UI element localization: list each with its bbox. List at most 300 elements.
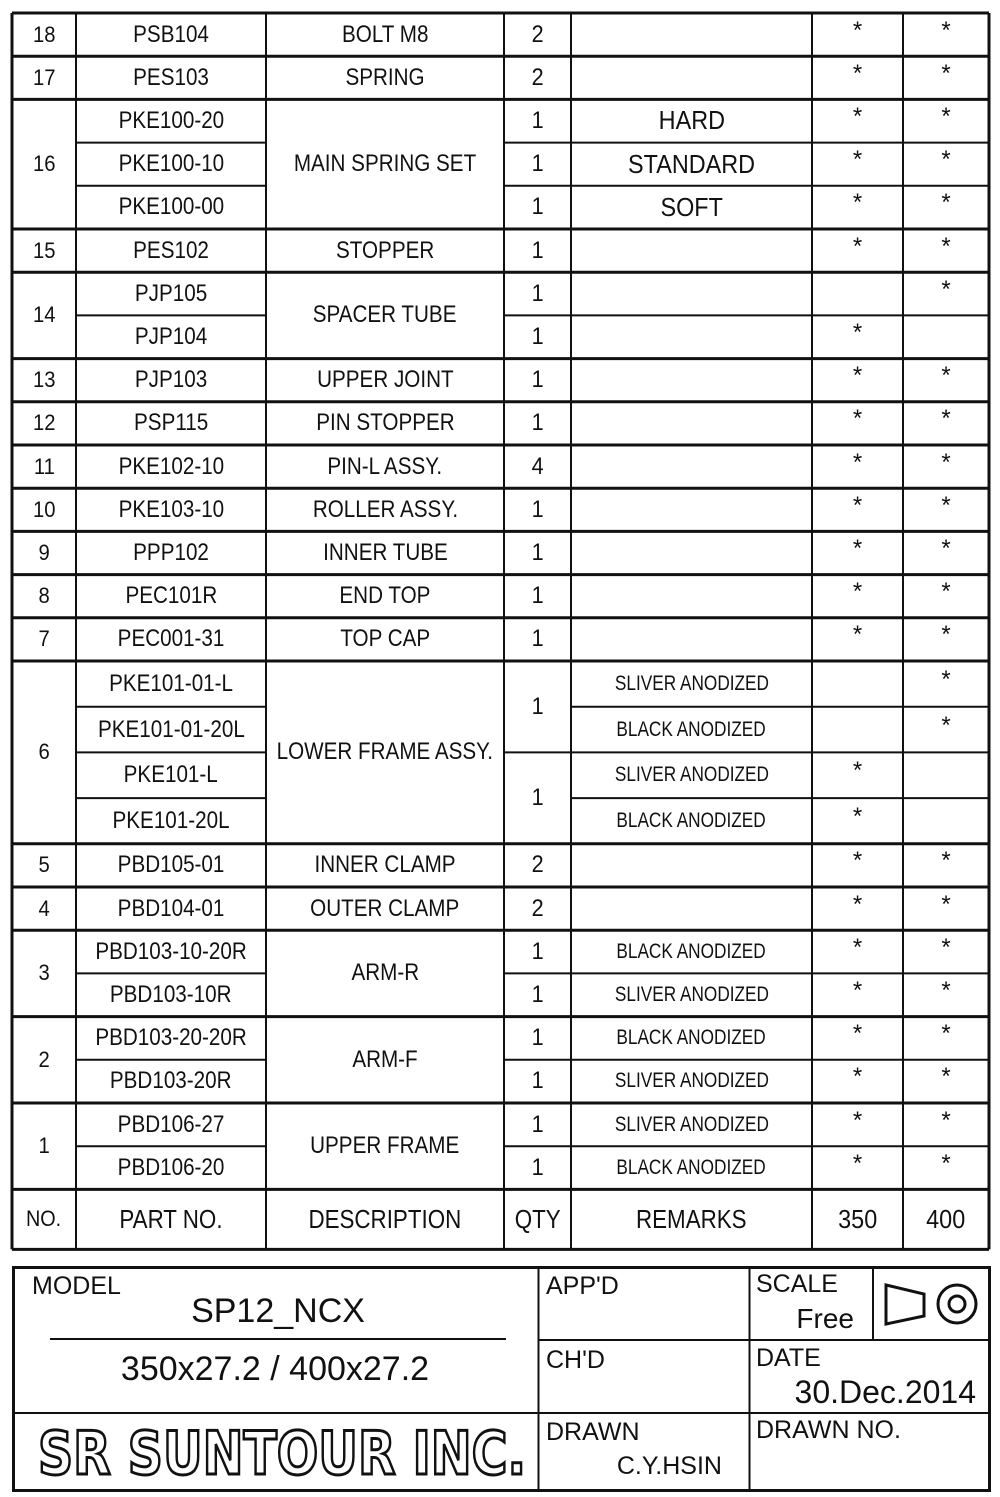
item-description <box>266 930 504 1016</box>
part-number-text: PBD106-27 <box>117 1110 225 1138</box>
remarks-value <box>571 887 812 930</box>
qty-value <box>504 752 571 843</box>
qty-value <box>504 359 571 402</box>
part-number-text: PBD103-10-20R <box>95 937 247 965</box>
qty-value-text: 1 <box>531 193 544 221</box>
part-number <box>76 973 266 1016</box>
size-350-mark-text: * <box>852 448 863 476</box>
item-number-text: 10 <box>32 496 56 522</box>
qty-value <box>504 445 571 488</box>
size-350-mark-text: * <box>852 890 863 918</box>
size-350-mark-text: * <box>852 757 863 785</box>
qty-value <box>504 402 571 445</box>
model-label: MODEL <box>32 1272 121 1300</box>
size-400-mark-text: * <box>941 578 951 606</box>
remarks-value <box>571 531 812 574</box>
size-400-mark-text: * <box>941 275 951 303</box>
item-description <box>266 445 504 488</box>
header-no <box>12 1189 76 1249</box>
size-400-mark <box>903 139 989 182</box>
size-350-mark <box>812 1142 903 1185</box>
remarks-value-text: SLIVER ANODIZED <box>614 671 769 695</box>
size-350-mark <box>812 355 903 398</box>
part-number <box>76 887 266 930</box>
size-350-mark-text: * <box>852 1020 863 1048</box>
part-number <box>76 315 266 358</box>
remarks-value <box>571 752 812 798</box>
qty-value <box>504 143 571 186</box>
qty-value-text: 1 <box>531 1110 544 1138</box>
item-number <box>12 272 76 358</box>
size-350-mark-text: * <box>852 362 863 390</box>
remarks-value <box>571 13 812 56</box>
qty-value-text: 1 <box>531 366 544 394</box>
remarks-value <box>571 1017 812 1060</box>
remarks-value <box>571 707 812 753</box>
remarks-value <box>571 798 812 844</box>
qty-value-text: 1 <box>531 582 544 610</box>
item-number <box>12 844 76 887</box>
header-part-no-text: PART NO. <box>119 1203 223 1234</box>
header-part-no <box>76 1189 266 1249</box>
item-description-text: ARM-R <box>351 959 419 987</box>
size-350-mark-text: * <box>852 1106 863 1134</box>
size-350-mark <box>812 182 903 225</box>
item-description <box>266 13 504 56</box>
size-400-mark-text: * <box>941 1063 951 1091</box>
scale-label: SCALE <box>756 1270 838 1298</box>
header-size-400-text: 400 <box>926 1203 966 1234</box>
size-400-mark-text: * <box>941 665 951 693</box>
model-name: SP12_NCX <box>191 1292 365 1330</box>
size-350-mark-text: * <box>852 534 863 562</box>
size-350-mark <box>812 794 903 840</box>
remarks-value <box>571 229 812 272</box>
qty-value-text: 2 <box>531 63 544 91</box>
size-350-mark <box>812 268 903 311</box>
item-number <box>12 13 76 56</box>
part-number <box>76 272 266 315</box>
size-400-mark-text: * <box>941 534 951 562</box>
part-number <box>76 752 266 798</box>
header-size-400 <box>903 1189 989 1249</box>
part-number <box>76 707 266 753</box>
item-number <box>12 618 76 661</box>
scale-value: Free <box>796 1303 854 1334</box>
item-number-text: 5 <box>38 852 50 878</box>
item-description-text: INNER CLAMP <box>314 851 456 879</box>
qty-value <box>504 229 571 272</box>
header-description <box>266 1189 504 1249</box>
size-350-mark <box>812 139 903 182</box>
item-description-text: LOWER FRAME ASSY. <box>276 738 494 766</box>
size-350-mark <box>812 398 903 441</box>
part-number <box>76 143 266 186</box>
size-400-mark-text: * <box>941 102 951 130</box>
size-350-mark-text: * <box>852 232 863 260</box>
remarks-value <box>571 1060 812 1103</box>
size-400-mark-text: * <box>941 491 951 519</box>
size-350-mark <box>812 1013 903 1056</box>
remarks-value-text: BLACK ANODIZED <box>616 1026 767 1050</box>
size-400-mark <box>903 527 989 570</box>
size-350-mark <box>812 657 903 703</box>
company-logo-text: SR SUNTOUR INC. <box>38 1420 526 1484</box>
item-number-text: 17 <box>32 64 56 90</box>
part-number <box>76 1017 266 1060</box>
size-350-mark-text: * <box>852 847 863 875</box>
size-350-mark-text: * <box>852 189 863 217</box>
qty-value <box>504 1146 571 1189</box>
part-number-text: PBD106-20 <box>117 1153 225 1181</box>
size-350-mark <box>812 225 903 268</box>
qty-value <box>504 1017 571 1060</box>
item-number <box>12 99 76 229</box>
size-350-mark <box>812 9 903 52</box>
part-number-text: PBD105-01 <box>117 851 225 879</box>
size-400-mark <box>903 52 989 95</box>
size-350-mark-text: * <box>852 1149 863 1177</box>
size-350-mark-text: * <box>852 318 863 346</box>
size-400-mark <box>903 182 989 225</box>
remarks-value-text: SOFT <box>660 191 723 222</box>
qty-value-text: 1 <box>531 784 544 812</box>
size-400-mark <box>903 441 989 484</box>
size-350-mark <box>812 883 903 926</box>
item-number <box>12 887 76 930</box>
date-label: DATE <box>756 1344 821 1372</box>
size-350-mark-text: * <box>852 1063 863 1091</box>
size-350-mark <box>812 748 903 794</box>
part-number-text: PPP102 <box>133 538 209 566</box>
date-value: 30.Dec.2014 <box>794 1374 976 1410</box>
item-description-text: PIN STOPPER <box>315 409 455 437</box>
part-number-text: PEC001-31 <box>117 625 225 653</box>
size-400-mark-text: * <box>941 1020 951 1048</box>
item-number-text: 12 <box>32 410 56 436</box>
qty-value <box>504 56 571 99</box>
remarks-value <box>571 844 812 887</box>
qty-value <box>504 618 571 661</box>
item-description <box>266 229 504 272</box>
size-350-mark <box>812 840 903 883</box>
remarks-value-text: HARD <box>658 105 725 136</box>
size-400-mark <box>903 657 989 703</box>
item-description-text: INNER TUBE <box>322 538 448 566</box>
size-350-mark <box>812 484 903 527</box>
qty-value-text: 2 <box>531 851 544 879</box>
size-350-mark-text: * <box>852 491 863 519</box>
qty-value <box>504 315 571 358</box>
qty-value-text: 1 <box>531 1067 544 1095</box>
item-number <box>12 531 76 574</box>
item-description-text: ARM-F <box>352 1045 418 1073</box>
item-number-text: 1 <box>38 1133 50 1159</box>
part-number <box>76 798 266 844</box>
size-400-mark <box>903 883 989 926</box>
qty-value <box>504 488 571 531</box>
part-number-text: PBD103-20-20R <box>95 1024 247 1052</box>
size-400-mark <box>903 1013 989 1056</box>
item-description <box>266 661 504 844</box>
qty-value-text: 4 <box>531 452 544 480</box>
size-400-mark <box>903 748 989 794</box>
remarks-value-text: SLIVER ANODIZED <box>614 1069 769 1093</box>
remarks-value <box>571 661 812 707</box>
size-400-mark <box>903 840 989 883</box>
item-description-text: END TOP <box>339 582 431 610</box>
item-number <box>12 930 76 1016</box>
item-number-text: 13 <box>32 367 56 393</box>
item-description-text: STOPPER <box>335 236 435 264</box>
item-description <box>266 844 504 887</box>
part-number <box>76 531 266 574</box>
item-number <box>12 661 76 844</box>
remarks-value <box>571 186 812 229</box>
size-400-mark-text: * <box>941 189 951 217</box>
item-description <box>266 1103 504 1189</box>
header-no-text: NO. <box>26 1206 62 1232</box>
model-sizes: 350x27.2 / 400x27.2 <box>120 1350 430 1388</box>
size-350-mark <box>812 441 903 484</box>
remarks-value-text: BLACK ANODIZED <box>616 717 767 741</box>
remarks-value <box>571 575 812 618</box>
item-description <box>266 618 504 661</box>
part-number-text: PJP105 <box>134 279 208 307</box>
part-number-text: PKE101-01-20L <box>97 715 245 743</box>
remarks-value <box>571 99 812 142</box>
item-description-text: SPRING <box>345 63 425 91</box>
size-400-mark <box>903 1142 989 1185</box>
size-350-mark-text: * <box>852 146 863 174</box>
part-number-text: PKE100-10 <box>118 150 224 178</box>
qty-value-text: 1 <box>531 625 544 653</box>
part-number <box>76 445 266 488</box>
item-number-text: 3 <box>38 960 50 986</box>
part-number <box>76 618 266 661</box>
item-number <box>12 402 76 445</box>
part-number <box>76 1060 266 1103</box>
part-number-text: PSP115 <box>133 409 209 437</box>
size-350-mark <box>812 527 903 570</box>
qty-value-text: 1 <box>531 937 544 965</box>
qty-value <box>504 13 571 56</box>
item-number <box>12 56 76 99</box>
size-400-mark-text: * <box>941 890 951 918</box>
qty-value-text: 1 <box>531 495 544 523</box>
company-logo <box>32 1420 532 1489</box>
part-number-text: PBD104-01 <box>117 894 225 922</box>
size-350-mark <box>812 311 903 354</box>
qty-value-text: 2 <box>531 20 544 48</box>
part-number <box>76 1103 266 1146</box>
part-number-text: PEC101R <box>125 582 217 610</box>
item-number-text: 7 <box>38 626 50 652</box>
qty-value-text: 1 <box>531 1153 544 1181</box>
part-number-text: PES102 <box>133 236 209 264</box>
remarks-value <box>571 143 812 186</box>
qty-value-text: 1 <box>531 322 544 350</box>
qty-value <box>504 531 571 574</box>
size-400-mark-text: * <box>941 146 951 174</box>
part-number-text: PKE101-01-L <box>109 669 233 697</box>
remarks-value-text: BLACK ANODIZED <box>616 939 767 963</box>
item-description-text: SPACER TUBE <box>313 301 457 329</box>
qty-value-text: 1 <box>531 150 544 178</box>
part-number <box>76 99 266 142</box>
size-400-mark <box>903 926 989 969</box>
size-350-mark-text: * <box>852 802 863 830</box>
part-number <box>76 359 266 402</box>
qty-value-text: 1 <box>531 236 544 264</box>
item-description <box>266 56 504 99</box>
qty-value-text: 1 <box>531 692 544 720</box>
part-number <box>76 402 266 445</box>
item-number <box>12 229 76 272</box>
remarks-value <box>571 272 812 315</box>
item-number <box>12 445 76 488</box>
size-350-mark <box>812 926 903 969</box>
part-number <box>76 186 266 229</box>
item-description <box>266 1017 504 1103</box>
item-description-text: OUTER CLAMP <box>310 894 460 922</box>
qty-value-text: 1 <box>531 279 544 307</box>
item-number <box>12 1103 76 1189</box>
remarks-value-text: SLIVER ANODIZED <box>614 1112 769 1136</box>
size-400-mark-text: * <box>941 1106 951 1134</box>
third-angle-projection-icon <box>878 1279 982 1334</box>
item-description-text: UPPER JOINT <box>316 366 454 394</box>
part-number <box>76 661 266 707</box>
header-remarks-text: REMARKS <box>636 1203 747 1234</box>
size-400-mark <box>903 398 989 441</box>
part-number <box>76 488 266 531</box>
item-description-text: TOP CAP <box>340 625 430 653</box>
qty-value <box>504 1103 571 1146</box>
size-400-mark-text: * <box>941 16 951 44</box>
remarks-value <box>571 402 812 445</box>
remarks-value-text: BLACK ANODIZED <box>616 1155 767 1179</box>
item-number-text: 4 <box>38 895 50 921</box>
size-400-mark-text: * <box>941 405 951 433</box>
item-description <box>266 575 504 618</box>
size-400-mark <box>903 1099 989 1142</box>
part-number-text: PES103 <box>133 63 209 91</box>
size-350-mark <box>812 52 903 95</box>
item-number-text: 18 <box>32 21 56 47</box>
drawn-label: DRAWN <box>546 1418 640 1446</box>
item-number-text: 9 <box>38 539 50 565</box>
qty-value-text: 1 <box>531 409 544 437</box>
size-400-mark-text: * <box>941 362 951 390</box>
item-number <box>12 359 76 402</box>
size-400-mark <box>903 703 989 749</box>
approved-label: APP'D <box>546 1272 619 1300</box>
part-number <box>76 575 266 618</box>
size-400-mark <box>903 969 989 1012</box>
remarks-value <box>571 56 812 99</box>
item-description-text: MAIN SPRING SET <box>293 150 477 178</box>
item-description <box>266 531 504 574</box>
item-number-text: 2 <box>38 1046 50 1072</box>
size-350-mark-text: * <box>852 16 863 44</box>
item-number-text: 15 <box>32 237 56 263</box>
remarks-value <box>571 359 812 402</box>
size-400-mark <box>903 571 989 614</box>
qty-value <box>504 973 571 1016</box>
part-number-text: PKE102-10 <box>118 452 224 480</box>
item-description <box>266 99 504 229</box>
item-number <box>12 488 76 531</box>
header-qty-text: QTY <box>514 1203 561 1234</box>
remarks-value <box>571 1146 812 1189</box>
size-400-mark-text: * <box>941 448 951 476</box>
part-number-text: PKE101-L <box>123 761 219 789</box>
remarks-value <box>571 445 812 488</box>
item-number <box>12 1017 76 1103</box>
remarks-value <box>571 930 812 973</box>
header-remarks <box>571 1189 812 1249</box>
size-400-mark <box>903 268 989 311</box>
item-description-text: BOLT M8 <box>341 20 429 48</box>
qty-value <box>504 575 571 618</box>
item-description-text: PIN-L ASSY. <box>327 452 443 480</box>
part-number <box>76 844 266 887</box>
drawn-number-label: DRAWN NO. <box>756 1416 901 1444</box>
part-number <box>76 930 266 973</box>
part-number-text: PJP103 <box>134 366 208 394</box>
size-400-mark-text: * <box>941 933 951 961</box>
part-number <box>76 229 266 272</box>
size-400-mark-text: * <box>941 847 951 875</box>
remarks-value <box>571 488 812 531</box>
size-400-mark <box>903 225 989 268</box>
size-350-mark <box>812 1056 903 1099</box>
size-350-mark <box>812 1099 903 1142</box>
part-number <box>76 1146 266 1189</box>
size-400-mark <box>903 794 989 840</box>
item-number-text: 11 <box>33 453 55 479</box>
part-number-text: PKE100-00 <box>118 193 224 221</box>
part-number-text: PKE101-20L <box>112 806 230 834</box>
remarks-value-text: BLACK ANODIZED <box>616 808 767 832</box>
remarks-value <box>571 315 812 358</box>
size-350-mark-text: * <box>852 621 863 649</box>
qty-value <box>504 272 571 315</box>
size-350-mark-text: * <box>852 405 863 433</box>
qty-value <box>504 186 571 229</box>
size-350-mark-text: * <box>852 102 863 130</box>
qty-value-text: 1 <box>531 1024 544 1052</box>
size-400-mark-text: * <box>941 59 951 87</box>
size-400-mark-text: * <box>941 1149 951 1177</box>
qty-value <box>504 1060 571 1103</box>
remarks-value-text: STANDARD <box>628 148 755 179</box>
size-350-mark <box>812 571 903 614</box>
size-350-mark-text: * <box>852 976 863 1004</box>
item-description <box>266 272 504 358</box>
size-400-mark <box>903 9 989 52</box>
item-number-text: 14 <box>32 302 56 328</box>
item-description <box>266 402 504 445</box>
part-number <box>76 56 266 99</box>
qty-value <box>504 661 571 752</box>
qty-value-text: 2 <box>531 894 544 922</box>
item-number-text: 16 <box>32 151 56 177</box>
size-350-mark-text: * <box>852 933 863 961</box>
part-number-text: PBD103-10R <box>110 980 232 1008</box>
item-description-text: ROLLER ASSY. <box>312 495 458 523</box>
